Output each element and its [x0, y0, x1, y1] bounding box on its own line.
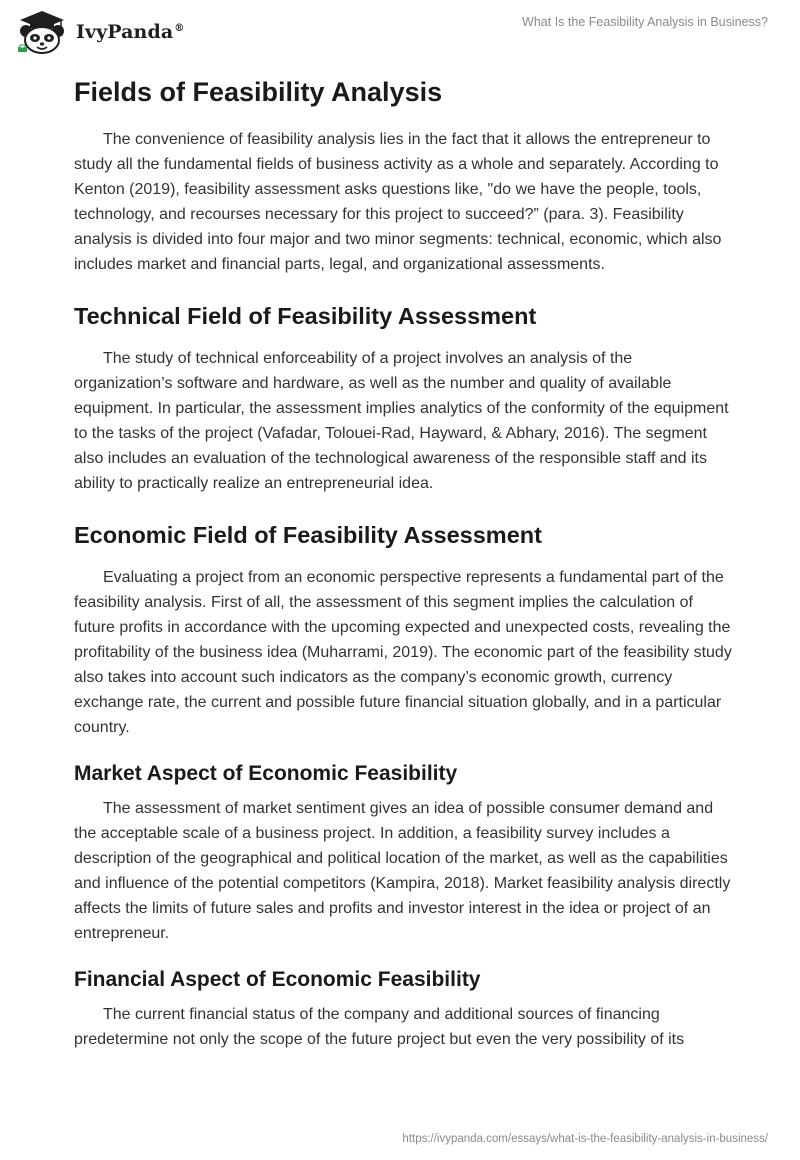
technical-heading: Technical Field of Feasibility Assessment	[74, 303, 537, 329]
technical-paragraph: The study of technical enforceability of a project involves an analysis of the organization’s software and hardware, as well as the number and quality of available equipment. In particular, the assessment implies analytics of the conformity of the equipment to the tasks of the project (Vafadar, Tolouei-Rad, Hayward, & Abhary, 2016). The segment also includes an evaluation of the technological awareness of the responsible staff and its ability to practically realize an entrepreneurial idea.	[74, 350, 729, 492]
panda-graduate-icon	[14, 9, 70, 55]
document-title: What Is the Feasibility Analysis in Business?	[522, 15, 768, 29]
source-url[interactable]: https://ivypanda.com/essays/what-is-the-feasibility-analysis-in-business/	[402, 1133, 768, 1145]
economic-heading: Economic Field of Feasibility Assessment	[74, 522, 542, 548]
article-content	[74, 76, 734, 1052]
financial-heading: Financial Aspect of Economic Feasibility	[74, 968, 481, 991]
financial-paragraph: The current financial status of the company and additional sources of financing predetermine not only the scope of the future project but even the very possibility of its	[74, 1006, 685, 1048]
market-heading: Market Aspect of Economic Feasibility	[74, 762, 458, 785]
page-header	[0, 0, 800, 70]
economic-paragraph: Evaluating a project from an economic perspective represents a fundamental part of the feasibility analysis. First of all, the assessment of this segment implies the calculation of future profits in accordance with the upcoming expected and unexpected costs, revealing the profitability of the business idea (Muharrami, 2019). The economic part of the feasibility study also takes into account such indicators as the company’s economic growth, currency exchange rate, the current and possible future financial situation globally, and in a particular country.	[74, 569, 732, 736]
market-paragraph: The assessment of market sentiment gives an idea of possible consumer demand and the acceptable scale of a business project. In addition, a feasibility survey includes a description of the geographical and political location of the market, as well as the capabilities and influence of the potential competitors (Kampira, 2018). Market feasibility analysis directly affects the limits of future sales and profits and investor interest in the idea or project of an entrepreneur.	[74, 800, 731, 942]
registered-mark: ®	[174, 22, 185, 34]
intro-paragraph: The convenience of feasibility analysis lies in the fact that it allows the entrepreneur to study all the fundamental fields of business activity as a whole and separately. According to Kenton (2019), feasibility assessment asks questions like, "do we have the people, tools, technology, and recourses necessary for this project to succeed?” (para. 3). Feasibility analysis is divided into four major and two minor segments: technical, economic, which also includes market and financial parts, legal, and organizational assessments.	[74, 131, 722, 273]
page-title: Fields of Feasibility Analysis	[74, 77, 443, 107]
brand-logo[interactable]	[14, 8, 184, 56]
brand-name: IvyPanda®	[76, 21, 185, 43]
